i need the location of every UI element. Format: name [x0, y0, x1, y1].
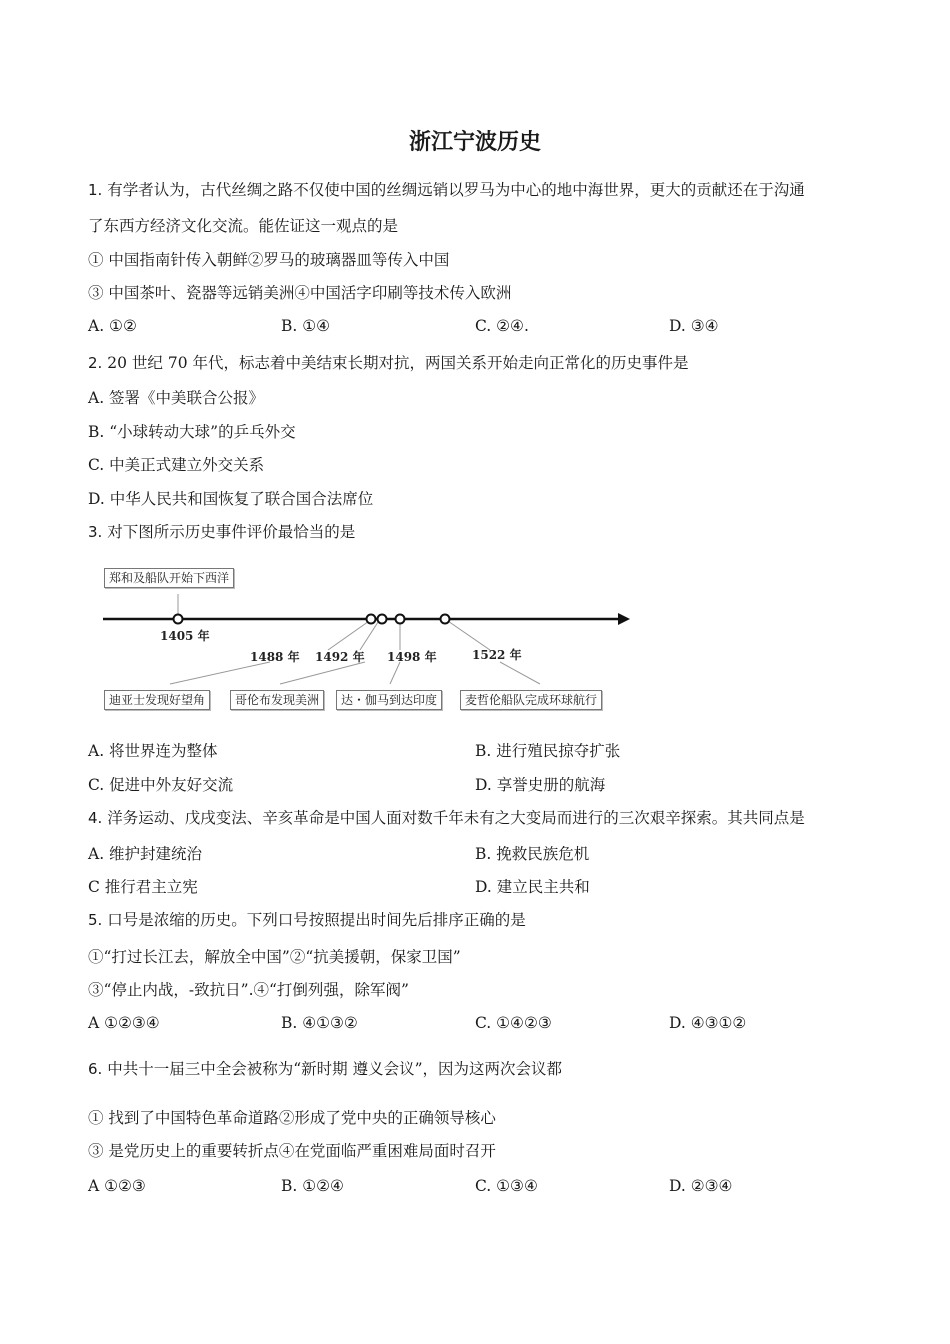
year-1405: 1405 年 — [160, 629, 210, 643]
event-1492: 哥伦布发现美洲 — [230, 690, 324, 710]
question-6-stem — [88, 1059, 562, 1079]
question-5-stem — [88, 910, 526, 930]
connector-1522-box — [500, 662, 540, 684]
option-a[interactable]: A. 将世界连为整体 — [88, 742, 218, 760]
point-1405 — [174, 615, 183, 624]
option-d[interactable]: D. 中华人民共和国恢复了联合国合法席位 — [88, 490, 374, 508]
year-1522: 1522 年 — [472, 648, 522, 662]
option-b[interactable]: B. 挽救民族危机 — [475, 845, 590, 863]
option-d[interactable]: D. ③④ — [669, 317, 719, 335]
statement-line: ③ 中国茶叶、瓷器等远销美洲④中国活字印刷等技术传入欧洲 — [88, 284, 512, 302]
question-1-stem-cont: 了东西方经济文化交流。能佐证这一观点的是 — [88, 217, 399, 235]
statement-line: ① 中国指南针传入朝鲜②罗马的玻璃器皿等传入中国 — [88, 251, 450, 269]
statement-line: ① 找到了中国特色革命道路②形成了党中央的正确领导核心 — [88, 1109, 496, 1127]
option-a[interactable]: A. ①② — [88, 317, 137, 335]
question-text: 中共十一届三中全会被称为“新时期 遵义会议”，因为这两次会议都 — [107, 1060, 563, 1078]
question-text: 20 世纪 70 年代，标志着中美结束长期对抗，两国关系开始走向正常化的历史事件是 — [107, 354, 689, 372]
option-d[interactable]: D. 建立民主共和 — [475, 878, 590, 896]
question-number: 5. — [88, 911, 103, 929]
option-c[interactable]: C. 中美正式建立外交关系 — [88, 456, 265, 474]
year-1498: 1498 年 — [387, 650, 437, 664]
connector-1498-box — [390, 662, 400, 684]
option-d[interactable]: D. 享誉史册的航海 — [475, 776, 606, 794]
question-number: 1. — [88, 181, 103, 199]
option-d[interactable]: D. ④③①② — [669, 1014, 747, 1032]
timeline-arrow — [618, 613, 630, 625]
question-2-stem — [88, 353, 688, 373]
question-text: 有学者认为，古代丝绸之路不仅使中国的丝绸远销以罗马为中心的地中海世界，更大的贡献还在于沟通 — [107, 181, 805, 199]
timeline-figure — [100, 566, 640, 716]
option-c[interactable]: C. 促进中外友好交流 — [88, 776, 234, 794]
statement-line: ③“停止内战，-致抗日”.④“打倒列强，除军阀” — [88, 981, 409, 999]
event-1522: 麦哲伦船队完成环球航行 — [460, 690, 602, 710]
connector-1488 — [328, 619, 372, 650]
question-number: 4. — [88, 809, 103, 827]
question-number: 3. — [88, 523, 103, 541]
question-4-stem — [88, 808, 805, 828]
question-number: 6. — [88, 1060, 103, 1078]
option-b[interactable]: B. 进行殖民掠夺扩张 — [475, 742, 621, 760]
option-c[interactable]: C. ①③④ — [475, 1177, 538, 1195]
point-1498 — [396, 615, 405, 624]
question-1-stem — [88, 180, 805, 200]
option-a[interactable]: A ①②③④ — [88, 1014, 160, 1032]
option-d[interactable]: D. ②③④ — [669, 1177, 733, 1195]
option-b[interactable]: B. ①④ — [281, 317, 331, 335]
point-1522 — [441, 615, 450, 624]
event-1405: 郑和及船队开始下西洋 — [104, 568, 234, 588]
question-text: 对下图所示历史事件评价最恰当的是 — [107, 523, 356, 541]
option-c[interactable]: C 推行君主立宪 — [88, 878, 198, 896]
question-text: 洋务运动、戊戌变法、辛亥革命是中国人面对数千年未有之大变局而进行的三次艰辛探索。其共同点是 — [107, 809, 805, 827]
point-1488 — [367, 615, 376, 624]
statement-line: ①“打过长江去，解放全中国”②“抗美援朝，保家卫国” — [88, 948, 461, 966]
page-title: 浙江宁波历史 — [408, 130, 541, 155]
option-b[interactable]: B. “小球转动大球”的乒乓外交 — [88, 423, 296, 441]
option-b[interactable]: B. ①②④ — [281, 1177, 344, 1195]
option-c[interactable]: C. ①④②③ — [475, 1014, 552, 1032]
event-1498: 达・伽马到达印度 — [336, 690, 442, 710]
statement-line: ③ 是党历史上的重要转折点④在党面临严重困难局面时召开 — [88, 1142, 496, 1160]
year-1492: 1492 年 — [315, 650, 365, 664]
event-1488: 迪亚士发现好望角 — [104, 690, 210, 710]
connector-1488-box — [170, 662, 270, 684]
option-a[interactable]: A. 维护封建统治 — [88, 845, 203, 863]
option-a[interactable]: A ①②③ — [88, 1177, 146, 1195]
question-3-stem — [88, 522, 355, 542]
question-text: 口号是浓缩的历史。下列口号按照提出时间先后排序正确的是 — [107, 911, 526, 929]
point-1492 — [378, 615, 387, 624]
option-a[interactable]: A. 签署《中美联合公报》 — [88, 389, 265, 407]
connector-1492-box — [280, 662, 365, 684]
option-b[interactable]: B. ④①③② — [281, 1014, 358, 1032]
option-c[interactable]: C. ②④. — [475, 317, 529, 335]
question-number: 2. — [88, 354, 103, 372]
year-1488: 1488 年 — [250, 650, 300, 664]
